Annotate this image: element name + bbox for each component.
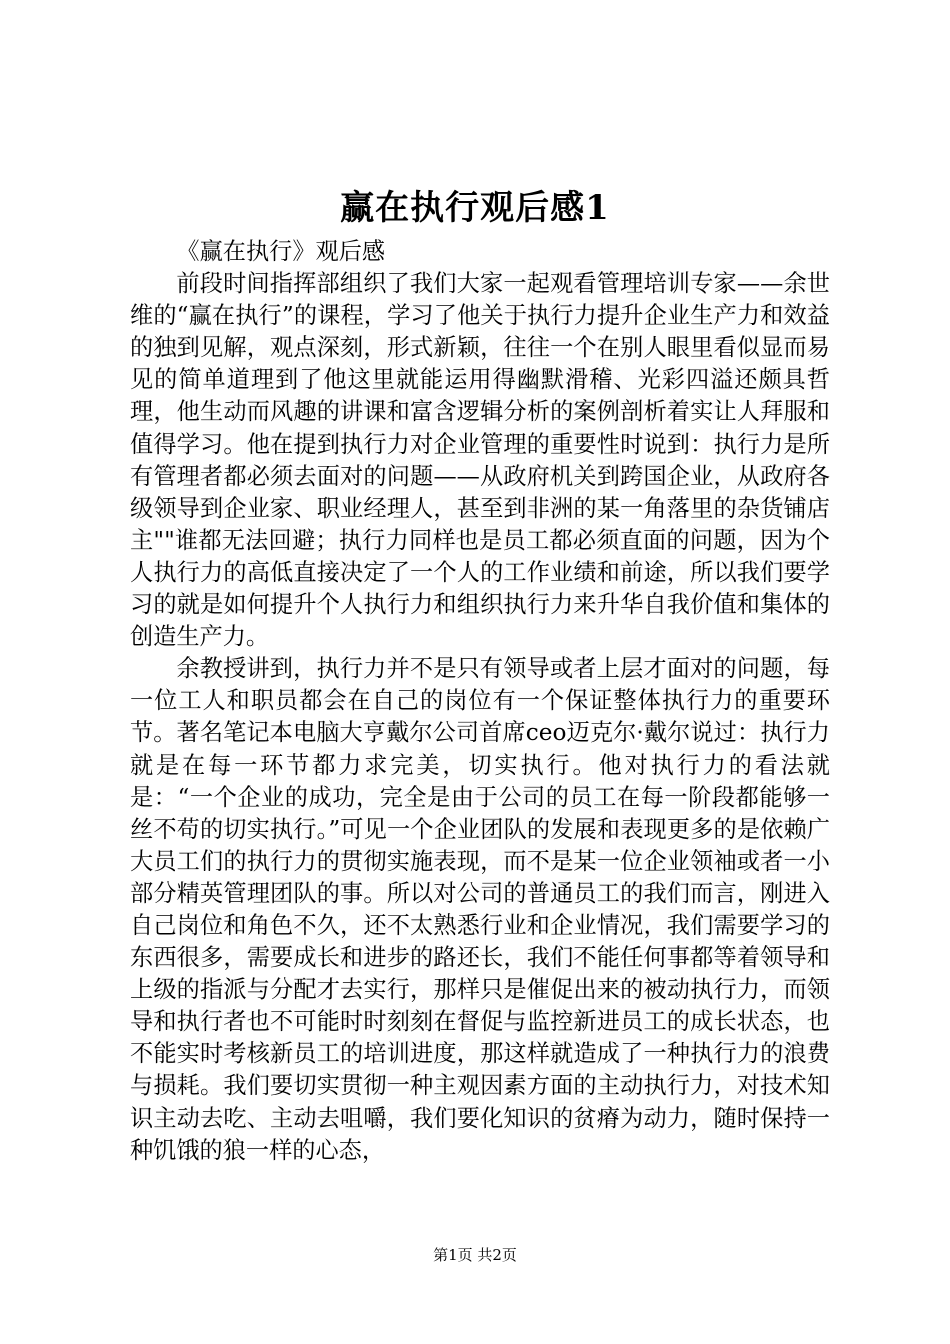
page-footer: 第1页 共2页 xyxy=(433,1246,517,1264)
paragraph-2: 余教授讲到，执行力并不是只有领导或者上层才面对的问题，每一位工人和职员都会在自己的岗位有一个保证整体执行力的重要环节。著名笔记本电脑大亨戴尔公司首席ceo迈克尔·戴尔说过：执行力就是在每一环节都力求完美，切实执行。他对执行力的看法就是：“一个企业的成功，完全是由于公司的员工在每一阶段都能够一丝不苟的切实执行。”可见一个企业团队的发展和表现更多的是依赖广大员工们的执行力的贯彻实施表现，而不是某一位企业领袖或者一小部分精英管理团队的事。所以对公司的普通员工的我们而言，刚进入自己岗位和角色不久，还不太熟悉行业和企业情况，我们需要学习的东西很多，需要成长和进步的路还长，我们不能任何事都等着领导和上级的指派与分配才去实行，那样只是催促出来的被动执行力，而领导和执行者也不可能时时刻刻在督促与监控新进员工的成长状态，也不能实时考核新员工的培训进度，那这样就造成了一种执行力的浪费与损耗。我们要切实贯彻一种主观因素方面的主动执行力，对技术知识主动去吃、主动去咀嚼，我们要化知识的贫瘠为动力，随时保持一种饥饿的狼一样的心态， xyxy=(130,655,830,1164)
paragraph-1: 前段时间指挥部组织了我们大家一起观看管理培训专家——余世维的“赢在执行”的课程，学习了他关于执行力提升企业生产力和效益的独到见解，观点深刻，形式新颖，往往一个在别人眼里看似显而易见的简单道理到了他这里就能运用得幽默滑稽、光彩四溢还颇具哲理，他生动而风趣的讲课和富含逻辑分析的案例剖析着实让人拜服和值得学习。他在提到执行力对企业管理的重要性时说到：执行力是所有管理者都必须去面对的问题——从政府机关到跨国企业，从政府各级领导到企业家、职业经理人，甚至到非洲的某一角落里的杂货铺店主""谁都无法回避；执行力同样也是员工都必须直面的问题，因为个人执行力的高低直接决定了一个人的工作业绩和前途，所以我们要学习的就是如何提升个人执行力和组织执行力来升华自我价值和集体的创造生产力。 xyxy=(130,270,830,651)
paragraph-subtitle: 《赢在执行》观后感 xyxy=(176,238,386,265)
document-body xyxy=(130,236,830,1167)
page-title: 赢在执行观后感1 xyxy=(340,188,610,228)
